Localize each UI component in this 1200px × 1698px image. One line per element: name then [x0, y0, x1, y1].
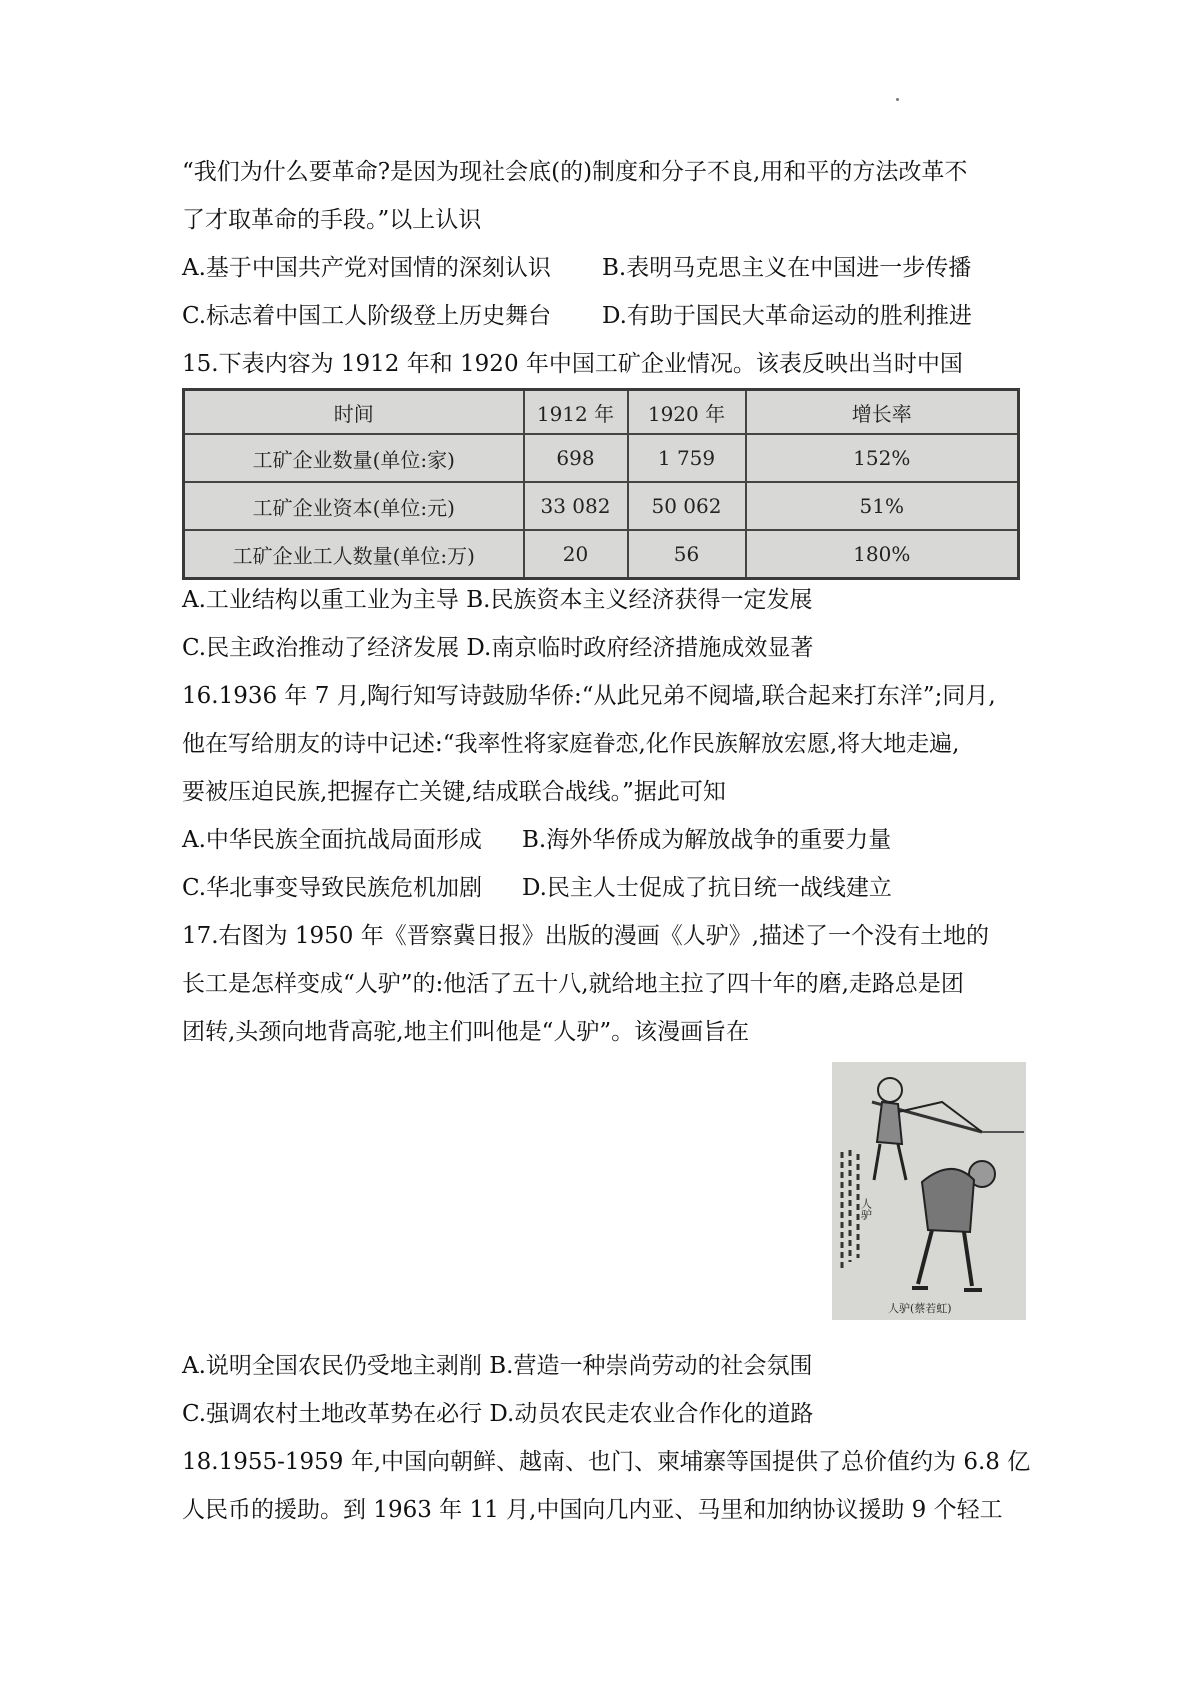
q14-options-ab [182, 244, 1032, 292]
table-row [184, 434, 1019, 482]
q14-quote-line-1: “我们为什么要革命?是因为现社会底(的)制度和分子不良,用和平的方法改革不 [182, 159, 968, 185]
q18-stem-line-2: 人民币的援助。到 1963 年 11 月,中国向几内亚、马里和加纳协议援助 9 个轻工 [182, 1497, 1003, 1523]
table-cell: 工矿企业工人数量(单位:万) [184, 530, 524, 579]
q14-quote-line-2: 了才取革命的手段。”以上认识 [182, 207, 482, 233]
q15-options-cd: C.民主政治推动了经济发展 D.南京临时政府经济措施成效显著 [182, 635, 814, 661]
scan-dot [896, 98, 899, 101]
table-header-growth: 增长率 [746, 390, 1019, 435]
q14-option-c: C.标志着中国工人阶级登上历史舞台 [182, 303, 552, 329]
table-header-time: 时间 [184, 390, 524, 435]
q18-stem-line-1: 18.1955-1959 年,中国向朝鲜、越南、也门、柬埔寨等国提供了总价值约为 6.8 亿 [182, 1449, 1031, 1475]
q17-stem-line-3: 团转,头颈向地背高驼,地主们叫他是“人驴”。该漫画旨在 [182, 1019, 750, 1045]
table-cell: 工矿企业资本(单位:元) [184, 482, 524, 530]
document-body [182, 148, 1032, 1534]
q14-option-d: D.有助于国民大革命运动的胜利推进 [602, 303, 972, 329]
table-cell: 33 082 [524, 482, 628, 530]
table-cell: 152% [746, 434, 1019, 482]
q17-options-cd: C.强调农村土地改革势在必行 D.动员农民走农业合作化的道路 [182, 1401, 814, 1427]
q17-stem-line-2: 长工是怎样变成“人驴”的:他活了五十八,就给地主拉了四十年的磨,走路总是团 [182, 971, 964, 997]
table-header-1920: 1920 年 [628, 390, 746, 435]
industry-table [182, 388, 1020, 580]
q17-options-ab: A.说明全国农民仍受地主剥削 B.营造一种崇尚劳动的社会氛围 [182, 1353, 813, 1379]
q16-stem-line-2: 他在写给朋友的诗中记述:“我率性将家庭眷恋,化作民族解放宏愿,将大地走遍, [182, 731, 960, 757]
q16-options-ab [182, 816, 1032, 864]
table-cell: 180% [746, 530, 1019, 579]
table-row [184, 482, 1019, 530]
table-cell: 51% [746, 482, 1019, 530]
table-cell: 698 [524, 434, 628, 482]
q17-stem-line-1: 17.右图为 1950 年《晋察冀日报》出版的漫画《人驴》,描述了一个没有土地的 [182, 923, 990, 949]
table-header-1912: 1912 年 [524, 390, 628, 435]
q15-stem: 15.下表内容为 1912 年和 1920 年中国工矿企业情况。该表反映出当时中国 [182, 351, 963, 377]
q16-option-b: B.海外华侨成为解放战争的重要力量 [522, 827, 892, 853]
cartoon-label: 人驴 [859, 1198, 873, 1220]
q15-options-ab: A.工业结构以重工业为主导 B.民族资本主义经济获得一定发展 [182, 587, 813, 613]
table-cell: 50 062 [628, 482, 746, 530]
table-header-row [184, 390, 1019, 435]
q14-option-b: B.表明马克思主义在中国进一步传播 [602, 255, 972, 281]
cartoon-drawing [832, 1062, 1026, 1320]
q16-stem-line-1: 16.1936 年 7 月,陶行知写诗鼓励华侨:“从此兄弟不阋墙,联合起来打东洋”;同月, [182, 683, 996, 709]
q16-options-cd [182, 864, 1032, 912]
q14-option-a: A.基于中国共产党对国情的深刻认识 [182, 255, 551, 281]
q16-option-a: A.中华民族全面抗战局面形成 [182, 827, 482, 853]
cartoon-caption: 人驴(蔡若虹) [888, 1302, 952, 1315]
table-cell: 1 759 [628, 434, 746, 482]
q16-option-d: D.民主人士促成了抗日统一战线建立 [522, 875, 892, 901]
table-cell: 工矿企业数量(单位:家) [184, 434, 524, 482]
cartoon-image [832, 1062, 1026, 1320]
table-cell: 56 [628, 530, 746, 579]
q14-options-cd [182, 292, 1032, 340]
q16-option-c: C.华北事变导致民族危机加剧 [182, 875, 483, 901]
q16-stem-line-3: 要被压迫民族,把握存亡关键,结成联合战线。”据此可知 [182, 779, 726, 805]
table-cell: 20 [524, 530, 628, 579]
table-row [184, 530, 1019, 579]
